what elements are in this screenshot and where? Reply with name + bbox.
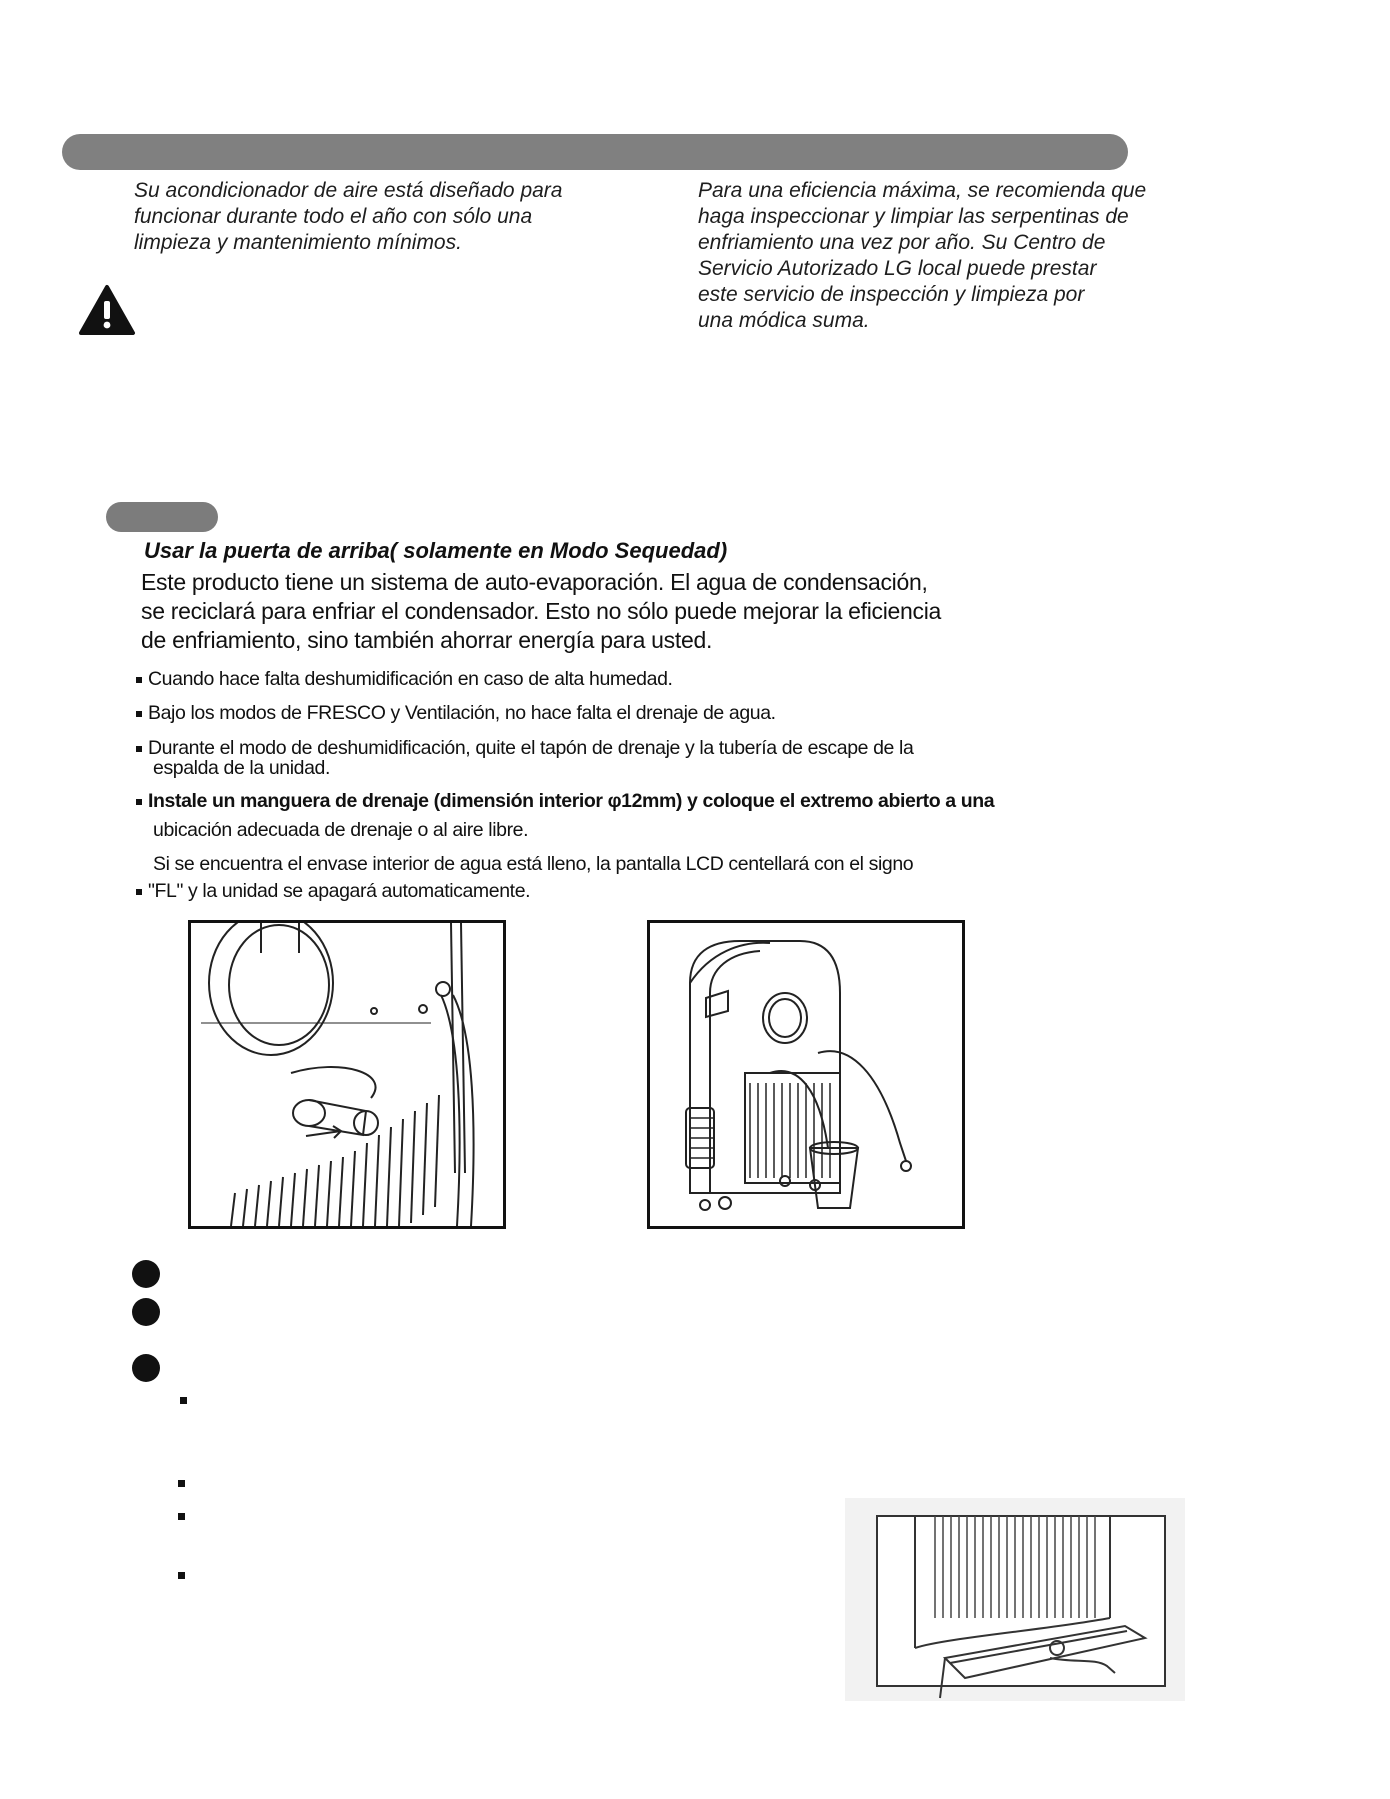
drain-tray-illustration	[845, 1498, 1185, 1701]
bullet-icon	[136, 799, 142, 805]
bullet-icon	[136, 677, 142, 683]
intro-right-line: este servicio de inspección y limpieza por	[698, 283, 1085, 306]
bullet-icon	[136, 711, 142, 717]
step-marker-3	[132, 1354, 160, 1382]
drain-plug-drawing	[191, 923, 503, 1226]
bullet-icon	[178, 1480, 185, 1487]
list-item: Bajo los modos de FRESCO y Ventilación, no hace falta el drenaje de agua.	[136, 702, 776, 725]
list-item: "FL" y la unidad se apagará automaticamente.	[136, 880, 530, 903]
list-item-continuation: ubicación adecuada de drenaje o al aire libre.	[153, 819, 529, 841]
drain-paragraph-line: se reciclará para enfriar el condensador. Esto no sólo puede mejorar la eficiencia	[141, 598, 942, 624]
intro-left-text	[134, 178, 654, 256]
step-marker-1	[132, 1260, 160, 1288]
drain-plug-illustration	[188, 920, 506, 1229]
list-item: Durante el modo de deshumidificación, quite el tapón de drenaje y la tubería de escape de la	[136, 737, 913, 760]
subsection-header-bar	[106, 502, 218, 532]
intro-right-line: una módica suma.	[698, 309, 870, 332]
intro-left-line: funcionar durante todo el año con sólo una	[134, 205, 533, 228]
intro-right-line: enfriamiento una vez por año. Su Centro de	[698, 231, 1106, 254]
drain-paragraph-line: de enfriamiento, sino también ahorrar energía para usted.	[141, 627, 713, 653]
bullet-icon	[136, 746, 142, 752]
drain-hose-drawing	[650, 923, 962, 1226]
intro-left-line: Su acondicionador de aire está diseñado para	[134, 179, 563, 202]
bullet-icon	[178, 1513, 185, 1520]
bullet-icon	[136, 889, 142, 895]
intro-right-line: haga inspeccionar y limpiar las serpentinas de	[698, 205, 1129, 228]
list-item: Instale un manguera de drenaje (dimensión interior φ12mm) y coloque el extremo abierto a una	[136, 790, 994, 813]
intro-right-line: Para una eficiencia máxima, se recomienda que	[698, 179, 1147, 202]
drain-paragraph-line: Este producto tiene un sistema de auto-evaporación. El agua de condensación,	[141, 569, 928, 595]
section-header-bar	[62, 134, 1128, 170]
bullet-icon	[178, 1572, 185, 1579]
intro-right-line: Servicio Autorizado LG local puede prestar	[698, 257, 1097, 280]
list-item: Si se encuentra el envase interior de agua está lleno, la pantalla LCD centellará con el signo	[153, 853, 914, 875]
intro-right-text	[698, 178, 1258, 334]
warning-icon	[78, 284, 136, 336]
list-item-continuation: espalda de la unidad.	[153, 757, 331, 779]
list-item: Cuando hace falta deshumidificación en caso de alta humedad.	[136, 668, 673, 691]
bullet-icon	[180, 1397, 187, 1404]
drain-section-title: Usar la puerta de arriba( solamente en Modo Sequedad)	[144, 538, 728, 563]
drain-tray-drawing	[845, 1498, 1185, 1701]
drain-hose-illustration	[647, 920, 965, 1229]
intro-left-line: limpieza y mantenimiento mínimos.	[134, 231, 462, 254]
step-marker-2	[132, 1298, 160, 1326]
drain-paragraph	[141, 568, 1021, 655]
